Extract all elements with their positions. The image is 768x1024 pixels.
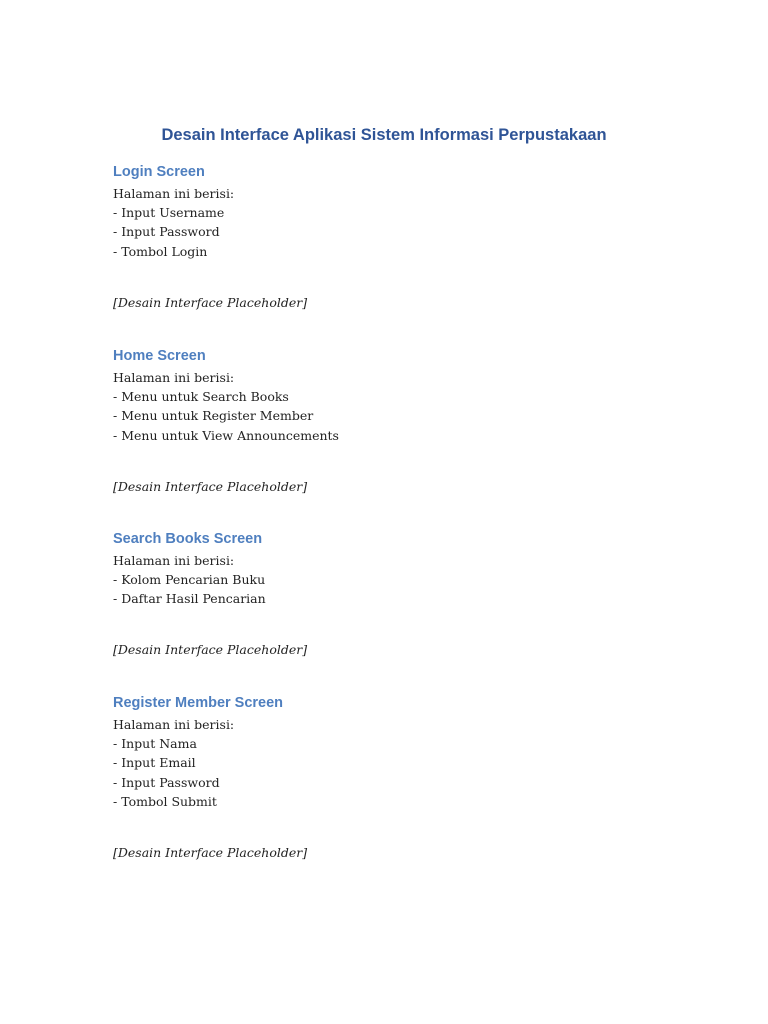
section-heading: Home Screen	[113, 348, 206, 364]
list-item: - Tombol Submit	[113, 793, 217, 809]
section-intro: Halaman ini berisi:	[113, 553, 235, 568]
section-intro: Halaman ini berisi:	[113, 717, 235, 732]
design-placeholder: [Desain Interface Placeholder]	[113, 479, 308, 494]
design-placeholder: [Desain Interface Placeholder]	[113, 295, 308, 310]
list-item: - Daftar Hasil Pencarian	[113, 591, 266, 607]
list-item: - Input Email	[113, 755, 196, 771]
section-register-member-screen	[113, 693, 673, 811]
list-item: - Menu untuk Register Member	[113, 408, 314, 424]
list-item: - Menu untuk Search Books	[113, 389, 289, 405]
section-intro: Halaman ini berisi:	[113, 186, 235, 201]
list-item: - Tombol Login	[113, 243, 208, 259]
section-heading: Login Screen	[113, 164, 205, 180]
section-intro: Halaman ini berisi:	[113, 370, 235, 385]
design-placeholder: [Desain Interface Placeholder]	[113, 642, 308, 657]
list-item: - Input Nama	[113, 736, 197, 752]
document-title: Desain Interface Aplikasi Sistem Informasi Perpustakaan	[161, 126, 607, 144]
section-search-books-screen	[113, 529, 673, 609]
section-heading: Register Member Screen	[113, 695, 284, 711]
design-placeholder: [Desain Interface Placeholder]	[113, 845, 308, 860]
list-item: - Input Password	[113, 774, 220, 790]
section-heading: Search Books Screen	[113, 531, 263, 547]
list-item: - Input Password	[113, 224, 220, 240]
section-login-screen	[113, 162, 673, 261]
list-item: - Kolom Pencarian Buku	[113, 572, 266, 588]
section-home-screen	[113, 346, 673, 445]
list-item: - Menu untuk View Announcements	[113, 427, 339, 443]
list-item: - Input Username	[113, 205, 225, 221]
